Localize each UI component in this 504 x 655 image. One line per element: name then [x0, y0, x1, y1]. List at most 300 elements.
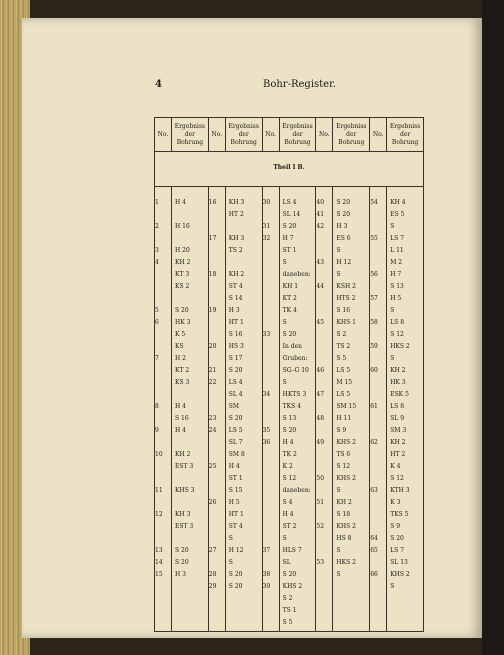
entry-result: LS 5	[336, 367, 351, 374]
entry-result: S	[228, 535, 233, 542]
entry-result: HT 2	[390, 451, 406, 458]
entry-result: S	[390, 583, 395, 590]
entry-number	[263, 343, 279, 355]
entry-number: 47	[316, 391, 325, 398]
entry-result: H 11	[336, 415, 352, 422]
result-column	[387, 187, 424, 632]
entry-result: S 4	[282, 499, 293, 506]
entry-result: S	[390, 355, 395, 362]
entry-result: S 20	[228, 583, 243, 590]
entry-result: KH 1	[282, 283, 299, 290]
entry-result: H 12	[336, 259, 352, 266]
entry-result: daneben:	[282, 271, 311, 278]
number-column	[208, 187, 225, 632]
entry-number	[209, 511, 225, 523]
entry-result: KH 2	[336, 499, 352, 506]
entry-number	[263, 295, 279, 307]
entry-number: 33	[262, 331, 271, 338]
entry-number	[209, 559, 225, 571]
entry-number: 22	[208, 379, 217, 386]
entry-result: S	[282, 535, 287, 542]
entry-result: HS 3	[228, 343, 244, 350]
entry-result: L 11	[390, 247, 404, 254]
entry-number: 63	[370, 487, 378, 494]
entry-number: 26	[208, 499, 217, 506]
entry-result: S	[336, 247, 341, 254]
entry-result: TK 4	[282, 307, 297, 314]
entry-number: 10	[155, 451, 163, 458]
entry-result: KTH 3	[390, 487, 410, 494]
entry-result: H 20	[175, 247, 190, 254]
entry-result: KSH 2	[336, 283, 356, 290]
entry-result: S 20	[175, 559, 189, 566]
entry-result: HS 8	[336, 535, 352, 542]
entry-number	[370, 283, 386, 295]
entry-number	[370, 427, 386, 439]
entry-result: LS 8	[390, 319, 405, 326]
entry-result: S	[228, 559, 233, 566]
entry-number	[316, 235, 332, 247]
entry-result: S 20	[282, 331, 297, 338]
entry-result: KH 2	[228, 271, 245, 278]
entry-result: S 2	[282, 595, 293, 602]
entry-number: 13	[155, 547, 163, 554]
entry-number	[370, 559, 386, 571]
entry-number	[263, 355, 279, 367]
entry-result: SM 3	[390, 427, 407, 434]
entry-number: 21	[208, 367, 217, 374]
entry-result: ES 5	[390, 211, 405, 218]
entry-number	[316, 487, 332, 499]
entry-number	[263, 619, 279, 631]
entry-result: HKS 2	[390, 343, 410, 350]
entry-result: TKS 4	[282, 403, 301, 410]
entry-result: K 3	[390, 499, 401, 506]
entry-result: H 7	[282, 235, 294, 242]
entry-result: SL 9	[390, 415, 405, 422]
entry-result: S	[336, 271, 341, 278]
entry-result: KH 2	[175, 451, 191, 458]
entry-number: 51	[316, 499, 325, 506]
entry-number: 44	[316, 283, 325, 290]
entry-result: H 12	[228, 547, 244, 554]
entry-result: S	[390, 223, 395, 230]
entry-result: HK 3	[175, 319, 191, 326]
entry-result: HLS 7	[282, 547, 302, 554]
entry-number: 66	[370, 571, 378, 578]
entry-result: S	[282, 319, 287, 326]
entry-number	[316, 511, 332, 523]
entry-result: LS 4	[282, 199, 297, 206]
entry-result: SM 15	[336, 403, 357, 410]
entry-number: 42	[316, 223, 325, 230]
entry-result: SM 8	[228, 451, 245, 458]
entry-result: S 15	[228, 487, 243, 494]
entry-number: 36	[262, 439, 271, 446]
entry-result: TKS 5	[390, 511, 409, 518]
entry-number: 45	[316, 319, 325, 326]
entry-number	[209, 475, 225, 487]
entry-number	[370, 211, 386, 223]
entry-number: 27	[208, 547, 217, 554]
entry-result: HTS 2	[336, 295, 356, 302]
entry-result: H 4	[175, 427, 186, 434]
entry-number: 34	[262, 391, 271, 398]
entry-result: H 2	[175, 355, 186, 362]
entry-number: 28	[208, 571, 217, 578]
entry-number	[209, 283, 225, 295]
result-column	[333, 187, 370, 632]
entry-number	[370, 499, 386, 511]
entry-number	[155, 295, 171, 307]
entry-result: H 7	[390, 271, 402, 278]
entry-result: M 2	[390, 259, 403, 266]
entry-result: S 20	[228, 571, 243, 578]
entry-result: SL	[282, 559, 291, 566]
entry-number: 52	[316, 523, 325, 530]
entry-result: LS 4	[228, 379, 243, 386]
entry-number	[155, 583, 171, 595]
entry-result	[172, 211, 208, 223]
entry-result	[226, 259, 262, 271]
entry-result: H 4	[282, 439, 294, 446]
entry-result	[172, 391, 208, 403]
entry-result: S 2	[336, 331, 347, 338]
entry-number	[209, 403, 225, 415]
entry-result: S 12	[390, 331, 404, 338]
entry-number: 6	[155, 319, 159, 326]
entry-number	[263, 367, 279, 379]
entry-number	[209, 295, 225, 307]
entry-result: KHS 2	[336, 523, 356, 530]
entry-number	[316, 451, 332, 463]
entry-result: S 5	[282, 619, 293, 626]
entry-number: 59	[370, 343, 378, 350]
entry-result: ST 1	[228, 475, 243, 482]
entry-number	[316, 379, 332, 391]
entry-result: ES 6	[336, 235, 351, 242]
entry-result: H 4	[175, 403, 186, 410]
entry-result: S 20	[390, 535, 404, 542]
entry-result: KT 2	[282, 295, 297, 302]
entry-number: 9	[155, 427, 159, 434]
entry-result: S 20	[336, 199, 351, 206]
entry-number: 56	[370, 271, 378, 278]
entry-number	[155, 535, 171, 547]
entry-number: 50	[316, 475, 325, 482]
entry-result	[226, 223, 262, 235]
entry-result: TS 2	[336, 343, 351, 350]
entry-number	[370, 355, 386, 367]
entry-number: 7	[155, 355, 159, 362]
entry-number	[209, 319, 225, 331]
entry-result: S 12	[282, 475, 297, 482]
entry-number: 25	[208, 463, 217, 470]
entry-number: 2	[155, 223, 159, 230]
entry-number	[155, 343, 171, 355]
entry-result: KT 2	[175, 367, 190, 374]
entry-number	[263, 379, 279, 391]
entry-result: KHS 2	[282, 583, 303, 590]
entry-result: TS 6	[336, 451, 351, 458]
entry-number	[155, 211, 171, 223]
entry-result: KHS 3	[175, 487, 195, 494]
entry-number: 1	[155, 199, 159, 206]
entry-number: 16	[208, 199, 217, 206]
entry-result: K 4	[390, 463, 401, 470]
entry-number: 46	[316, 367, 325, 374]
page-number: 4	[155, 79, 162, 90]
entry-number	[316, 355, 332, 367]
entry-number	[370, 451, 386, 463]
entry-result: KHS 1	[336, 319, 356, 326]
entry-result: SL 14	[282, 211, 301, 218]
entry-result: S 13	[282, 415, 297, 422]
entry-number	[370, 511, 386, 523]
entry-result: SL 13	[390, 559, 408, 566]
entry-number: 31	[262, 223, 271, 230]
entry-result	[172, 235, 208, 247]
entry-result: KS	[175, 343, 184, 350]
entry-number: 64	[370, 535, 378, 542]
entry-result: KH 4	[390, 199, 406, 206]
entry-number: 11	[155, 487, 163, 494]
entry-number	[209, 535, 225, 547]
column-header-result: Ergebniss der Bohrung	[387, 118, 424, 152]
entry-number	[155, 391, 171, 403]
entry-number	[370, 379, 386, 391]
entry-number	[155, 379, 171, 391]
entry-result: LS 7	[390, 547, 405, 554]
entry-number: 48	[316, 415, 325, 422]
entry-result: KH 2	[175, 259, 191, 266]
entry-number: 30	[262, 199, 271, 206]
entry-result: LS 8	[390, 403, 405, 410]
number-column	[316, 187, 333, 632]
entry-result: KH 2	[390, 367, 406, 374]
entry-result	[172, 535, 208, 547]
entry-result: S 17	[228, 355, 243, 362]
entry-number	[316, 535, 332, 547]
entry-number	[316, 343, 332, 355]
entry-number	[263, 607, 279, 619]
entry-number	[263, 451, 279, 463]
entry-number	[263, 559, 279, 571]
entry-number	[155, 415, 171, 427]
entry-number	[370, 415, 386, 427]
entry-result: H 4	[228, 463, 240, 470]
entry-result: S	[336, 571, 341, 578]
entry-number	[155, 271, 171, 283]
entry-result: S	[336, 487, 341, 494]
page-title: Bohr-Register.	[263, 79, 336, 90]
entry-number: 15	[155, 571, 163, 578]
entry-number	[263, 595, 279, 607]
entry-number	[263, 475, 279, 487]
entry-number	[316, 547, 332, 559]
entry-result: HKTS 3	[282, 391, 307, 398]
entry-number	[209, 391, 225, 403]
entry-number	[155, 475, 171, 487]
entry-number: 19	[208, 307, 217, 314]
entry-number	[263, 307, 279, 319]
entry-number	[263, 247, 279, 259]
entry-number: 35	[262, 427, 271, 434]
table-body-row	[155, 187, 424, 632]
entry-number	[263, 523, 279, 535]
entry-number: 8	[155, 403, 159, 410]
entry-number: 49	[316, 439, 325, 446]
entry-result: LS 5	[228, 427, 243, 434]
entry-number	[316, 307, 332, 319]
entry-result: S	[282, 379, 287, 386]
entry-result: S 16	[175, 415, 189, 422]
entry-result: ST 4	[228, 523, 243, 530]
entry-result: KHS 2	[336, 439, 356, 446]
entry-number	[155, 367, 171, 379]
entry-result: S 13	[390, 283, 404, 290]
entry-number	[209, 223, 225, 235]
entry-result: S 20	[336, 211, 351, 218]
entry-number	[155, 523, 171, 535]
entry-number	[209, 355, 225, 367]
entry-number: 38	[262, 571, 271, 578]
entry-number	[370, 475, 386, 487]
column-header-no: No.	[262, 118, 279, 152]
entry-result: TK 2	[282, 451, 297, 458]
entry-number	[370, 523, 386, 535]
entry-number	[155, 283, 171, 295]
entry-number: 53	[316, 559, 325, 566]
register-table	[154, 117, 424, 632]
entry-number: 24	[208, 427, 217, 434]
entry-result: S 9	[390, 523, 401, 530]
entry-result: KH 3	[228, 235, 245, 242]
entry-number	[370, 391, 386, 403]
entry-number	[209, 439, 225, 451]
entry-number	[209, 259, 225, 271]
entry-result: KHS 2	[390, 571, 410, 578]
entry-number	[155, 331, 171, 343]
entry-number: 29	[208, 583, 217, 590]
entry-result: ST 2	[282, 523, 297, 530]
entry-result: SG–G 10	[282, 367, 309, 374]
entry-result: LS 5	[336, 391, 351, 398]
entry-number: 3	[155, 247, 159, 254]
entry-result: H 3	[175, 571, 186, 578]
entry-result: S	[336, 547, 341, 554]
entry-result: S 20	[282, 571, 297, 578]
entry-result: S 20	[228, 367, 243, 374]
entry-number	[263, 283, 279, 295]
number-column	[262, 187, 279, 632]
entry-number	[316, 403, 332, 415]
entry-number	[263, 403, 279, 415]
entry-result: HT 1	[228, 319, 244, 326]
entry-result: S 20	[175, 307, 189, 314]
entry-result: HT 1	[228, 511, 244, 518]
entry-result: S	[390, 307, 395, 314]
result-column	[172, 187, 209, 632]
entry-result: SM	[228, 403, 240, 410]
entry-result: S 5	[336, 355, 347, 362]
entry-number	[263, 499, 279, 511]
entry-number: 65	[370, 547, 378, 554]
entry-result: S 12	[390, 475, 404, 482]
entry-result: KHS 2	[336, 475, 356, 482]
entry-result: KT 3	[175, 271, 190, 278]
entry-number: 5	[155, 307, 159, 314]
entry-number	[209, 211, 225, 223]
entry-result: H 5	[390, 295, 402, 302]
number-column	[155, 187, 172, 632]
entry-result: S 9	[336, 427, 347, 434]
entry-number: 12	[155, 511, 163, 518]
column-header-result: Ergebniss der Bohrung	[172, 118, 209, 152]
column-header-no: No.	[155, 118, 172, 152]
number-column	[370, 187, 387, 632]
entry-number: 60	[370, 367, 378, 374]
entry-number	[263, 271, 279, 283]
entry-result: KH 2	[390, 439, 406, 446]
entry-number: 4	[155, 259, 159, 266]
entry-number	[263, 319, 279, 331]
column-header-no: No.	[208, 118, 225, 152]
entry-number	[316, 295, 332, 307]
entry-result: KS 3	[175, 379, 190, 386]
entry-result: TS 1	[282, 607, 297, 614]
entry-number: 58	[370, 319, 378, 326]
entry-result: S 20	[175, 547, 189, 554]
entry-result: H 3	[336, 223, 348, 230]
entry-number: 54	[370, 199, 378, 206]
entry-result: Gruben:	[282, 355, 308, 362]
entry-number: 61	[370, 403, 378, 410]
entry-number: 17	[208, 235, 217, 242]
entry-number: 20	[208, 343, 217, 350]
entry-result: KH 3	[228, 199, 245, 206]
entry-number: 39	[262, 583, 271, 590]
entry-result	[172, 475, 208, 487]
entry-result: LS 7	[390, 235, 405, 242]
entry-number	[316, 271, 332, 283]
entry-result: KS 2	[175, 283, 190, 290]
entry-number: 55	[370, 235, 378, 242]
entry-number	[370, 463, 386, 475]
entry-number	[209, 487, 225, 499]
entry-number	[263, 415, 279, 427]
entry-number: 43	[316, 259, 325, 266]
entry-result: S 16	[336, 307, 351, 314]
column-header-no: No.	[316, 118, 333, 152]
entry-number	[263, 535, 279, 547]
entry-result: H 4	[282, 511, 294, 518]
entry-number: 57	[370, 295, 378, 302]
entry-number	[209, 451, 225, 463]
entry-result: S 20	[282, 427, 297, 434]
result-column	[279, 187, 316, 632]
entry-result: S 16	[228, 331, 243, 338]
entry-result: In den	[282, 343, 302, 350]
entry-number: 40	[316, 199, 325, 206]
entry-number: 32	[262, 235, 271, 242]
entry-number	[155, 439, 171, 451]
section-title: Theil I B.	[155, 152, 424, 187]
entry-number	[316, 571, 332, 583]
entry-result: ST 4	[228, 283, 243, 290]
entry-result: H 4	[175, 199, 186, 206]
entry-number: 18	[208, 271, 217, 278]
